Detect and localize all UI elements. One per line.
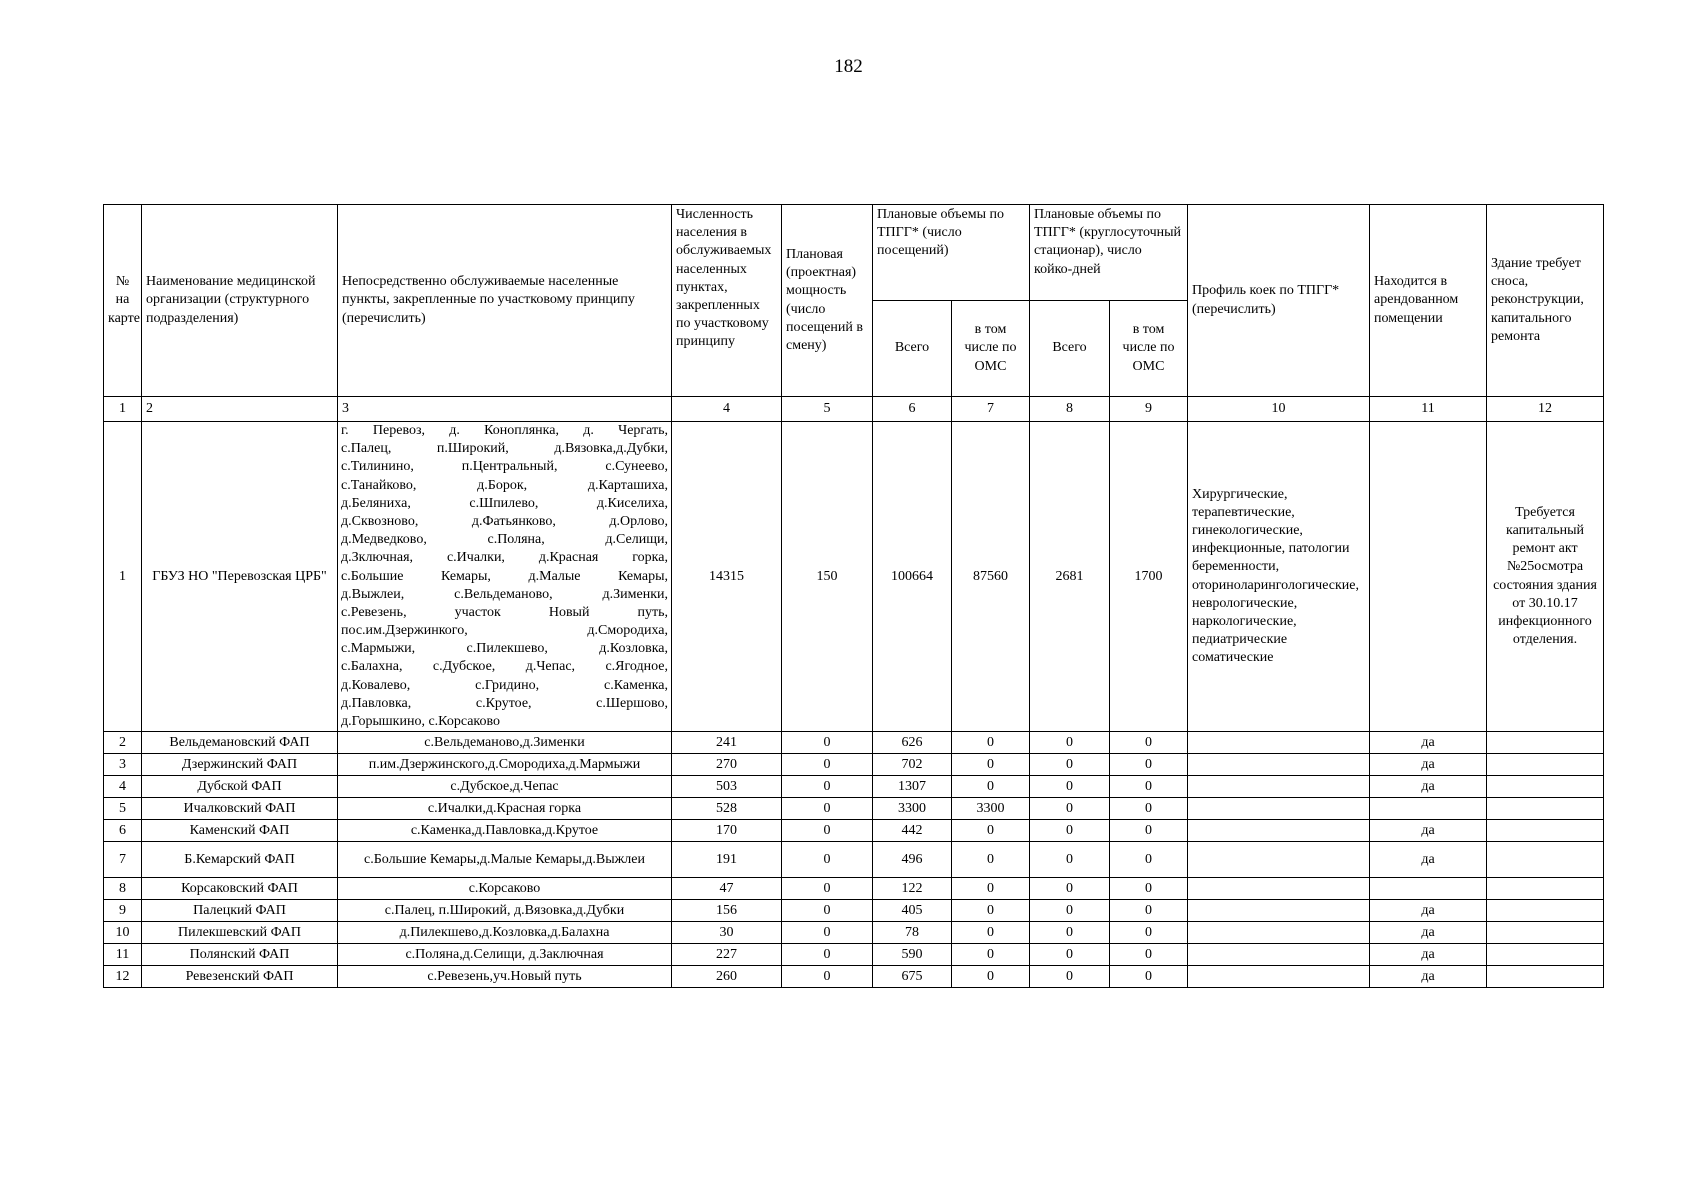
row-beds-oms: 0: [1110, 754, 1188, 776]
row-visits-oms: 87560: [952, 422, 1030, 732]
column-number: 3: [338, 397, 672, 422]
row-visits-total: 442: [873, 820, 952, 842]
row-repair: [1487, 776, 1604, 798]
row-num: 2: [104, 732, 142, 754]
row-visits-total: 590: [873, 944, 952, 966]
row-profile: [1188, 900, 1370, 922]
places-line: с.Мармыжи, с.Пилекшево, д.Козловка,: [341, 641, 668, 657]
row-capacity: 0: [782, 732, 873, 754]
row-profile: [1188, 842, 1370, 878]
row-capacity: 0: [782, 944, 873, 966]
facilities-table: [103, 204, 1604, 988]
row-places: с.Поляна,д.Селищи, д.Заключная: [338, 944, 672, 966]
row-num: 12: [104, 966, 142, 988]
row-visits-oms: 0: [952, 820, 1030, 842]
row-visits-total: 702: [873, 754, 952, 776]
row-places: с.Корсаково: [338, 878, 672, 900]
row-rented: [1370, 422, 1487, 732]
row-beds-oms: 0: [1110, 820, 1188, 842]
row-places: с.Большие Кемары,д.Малые Кемары,д.Выжлеи: [338, 842, 672, 878]
row-visits-total: 675: [873, 966, 952, 988]
row-repair: [1487, 922, 1604, 944]
row-repair: [1487, 820, 1604, 842]
header-visits-total: Всего: [873, 301, 952, 397]
row-places: с.Ичалки,д.Красная горка: [338, 798, 672, 820]
row-beds-total: 0: [1030, 922, 1110, 944]
row-beds-oms: 0: [1110, 798, 1188, 820]
row-places: с.Вельдеманово,д.Зименки: [338, 732, 672, 754]
column-number: 8: [1030, 397, 1110, 422]
row-repair: [1487, 842, 1604, 878]
column-number: 12: [1487, 397, 1604, 422]
row-repair: [1487, 754, 1604, 776]
places-line: д.Зключная, с.Ичалки, д.Красная горка,: [341, 550, 668, 566]
places-line: д.Павловка, с.Крутое, с.Шершово,: [341, 695, 668, 711]
row-num: 5: [104, 798, 142, 820]
row-places: с.Ревезень,уч.Новый путь: [338, 966, 672, 988]
row-num: 11: [104, 944, 142, 966]
row-beds-total: 0: [1030, 732, 1110, 754]
row-beds-total: 0: [1030, 900, 1110, 922]
row-profile: [1188, 878, 1370, 900]
row-places: п.им.Дзержинского,д.Смородиха,д.Мармыжи: [338, 754, 672, 776]
row-places: д.Пилекшево,д.Козловка,д.Балахна: [338, 922, 672, 944]
header-repair: Здание требует сноса, реконструкции, капитального ремонта: [1487, 205, 1604, 397]
row-profile: [1188, 966, 1370, 988]
row-visits-total: 78: [873, 922, 952, 944]
row-capacity: 0: [782, 900, 873, 922]
row-rented: да: [1370, 900, 1487, 922]
row-visits-oms: 0: [952, 944, 1030, 966]
row-profile: [1188, 798, 1370, 820]
row-beds-oms: 0: [1110, 842, 1188, 878]
row-beds-oms: 1700: [1110, 422, 1188, 732]
column-number: 11: [1370, 397, 1487, 422]
places-line: с.Большие Кемары, д.Малые Кемары,: [341, 568, 668, 584]
header-visits-oms: в том числе по ОМС: [952, 301, 1030, 397]
row-beds-oms: 0: [1110, 776, 1188, 798]
row-places: с.Каменка,д.Павловка,д.Крутое: [338, 820, 672, 842]
row-num: 8: [104, 878, 142, 900]
row-beds-oms: 0: [1110, 944, 1188, 966]
row-beds-total: 0: [1030, 820, 1110, 842]
row-capacity: 0: [782, 966, 873, 988]
table-row: [104, 820, 1604, 842]
row-visits-total: 122: [873, 878, 952, 900]
table-row: [104, 922, 1604, 944]
table-row: [104, 798, 1604, 820]
row-visits-total: 626: [873, 732, 952, 754]
row-num: 9: [104, 900, 142, 922]
row-capacity: 0: [782, 842, 873, 878]
column-number: 7: [952, 397, 1030, 422]
header-capacity: Плановая (проектная) мощность (число посещений в смену): [782, 205, 873, 397]
row-beds-total: 0: [1030, 842, 1110, 878]
table-header: [104, 205, 1604, 422]
table-row: [104, 900, 1604, 922]
row-num: 1: [104, 422, 142, 732]
row-org-name: Дубской ФАП: [142, 776, 338, 798]
row-rented: да: [1370, 732, 1487, 754]
row-num: 6: [104, 820, 142, 842]
row-rented: да: [1370, 820, 1487, 842]
places-line: пос.им.Дзержинкого, д.Смородиха,: [341, 623, 668, 639]
row-visits-total: 100664: [873, 422, 952, 732]
places-line: с.Тилинино, п.Центральный, с.Сунеево,: [341, 459, 668, 475]
header-population: Численность населения в обслуживаемых населенных пунктах, закрепленных по участковому принципу: [672, 205, 782, 397]
row-beds-total: 2681: [1030, 422, 1110, 732]
places-line: д.Ковалево, с.Гридино, с.Каменка,: [341, 677, 668, 693]
row-org-name: Корсаковский ФАП: [142, 878, 338, 900]
row-visits-total: 3300: [873, 798, 952, 820]
row-visits-total: 496: [873, 842, 952, 878]
header-org-name: Наименование медицинской организации (структурного подразделения): [142, 205, 338, 397]
column-number: 9: [1110, 397, 1188, 422]
places-line: д.Беляниха, с.Шпилево, д.Киселиха,: [341, 495, 668, 511]
row-population: 270: [672, 754, 782, 776]
row-org-name: Каменский ФАП: [142, 820, 338, 842]
row-population: 503: [672, 776, 782, 798]
row-num: 7: [104, 842, 142, 878]
row-profile: [1188, 754, 1370, 776]
row-visits-oms: 0: [952, 966, 1030, 988]
row-repair: [1487, 732, 1604, 754]
row-org-name: Пилекшевский ФАП: [142, 922, 338, 944]
row-beds-total: 0: [1030, 776, 1110, 798]
table-row: [104, 776, 1604, 798]
row-places: с.Дубское,д.Чепас: [338, 776, 672, 798]
row-population: 30: [672, 922, 782, 944]
header-places: Непосредственно обслуживаемые населенные пункты, закрепленные по участковому принципу (перечислить): [338, 205, 672, 397]
row-org-name: Ревезенский ФАП: [142, 966, 338, 988]
row-org-name: Вельдемановский ФАП: [142, 732, 338, 754]
table-row: [104, 966, 1604, 988]
places-line: д.Горышкино, с.Корсаково: [341, 714, 501, 729]
row-beds-total: 0: [1030, 878, 1110, 900]
column-number: 2: [142, 397, 338, 422]
row-rented: да: [1370, 776, 1487, 798]
row-beds-total: 0: [1030, 966, 1110, 988]
row-visits-oms: 3300: [952, 798, 1030, 820]
row-beds-total: 0: [1030, 754, 1110, 776]
row-num: 10: [104, 922, 142, 944]
row-repair: [1487, 798, 1604, 820]
row-beds-oms: 0: [1110, 966, 1188, 988]
places-line: с.Ревезень, участок Новый путь,: [341, 604, 668, 620]
row-capacity: 150: [782, 422, 873, 732]
header-rented: Находится в арендованном помещении: [1370, 205, 1487, 397]
table-row-main: [104, 422, 1604, 732]
row-rented: да: [1370, 922, 1487, 944]
row-beds-oms: 0: [1110, 900, 1188, 922]
page-number: 182: [834, 56, 863, 77]
places-line: с.Танайково, д.Борок, д.Карташиха,: [341, 477, 668, 493]
row-org-name: Палецкий ФАП: [142, 900, 338, 922]
row-org-name: Ичалковский ФАП: [142, 798, 338, 820]
row-capacity: 0: [782, 820, 873, 842]
row-profile: [1188, 820, 1370, 842]
row-num: 3: [104, 754, 142, 776]
row-capacity: 0: [782, 798, 873, 820]
row-rented: [1370, 878, 1487, 900]
row-profile: Хирургические, терапевтические, гинекологические, инфекционные, патологии беременности, оториноларингологические, неврологические, наркологические, педиатрические соматические: [1188, 422, 1370, 732]
places-line: с.Балахна, с.Дубское, д.Чепас, с.Ягодное,: [341, 659, 668, 675]
row-visits-oms: 0: [952, 776, 1030, 798]
header-num: № на карте: [104, 205, 142, 397]
places-line: д.Сквозново, д.Фатьянково, д.Орлово,: [341, 513, 668, 529]
table-row: [104, 944, 1604, 966]
row-population: 227: [672, 944, 782, 966]
column-number: 6: [873, 397, 952, 422]
row-beds-oms: 0: [1110, 878, 1188, 900]
row-visits-oms: 0: [952, 900, 1030, 922]
row-rented: да: [1370, 944, 1487, 966]
row-population: 170: [672, 820, 782, 842]
table-row: [104, 754, 1604, 776]
row-profile: [1188, 944, 1370, 966]
table-row: [104, 878, 1604, 900]
row-org-name: Дзержинский ФАП: [142, 754, 338, 776]
row-population: 528: [672, 798, 782, 820]
row-rented: да: [1370, 842, 1487, 878]
column-number-row: [104, 397, 1604, 422]
header-beds-oms: в том числе по ОМС: [1110, 301, 1188, 397]
row-beds-total: 0: [1030, 798, 1110, 820]
row-num: 4: [104, 776, 142, 798]
fap-rows: [104, 732, 1604, 988]
row-rented: да: [1370, 754, 1487, 776]
row-org-name: ГБУЗ НО "Перевозская ЦРБ": [142, 422, 338, 732]
row-visits-oms: 0: [952, 922, 1030, 944]
row-population: 241: [672, 732, 782, 754]
column-number: 4: [672, 397, 782, 422]
row-visits-total: 405: [873, 900, 952, 922]
row-profile: [1188, 776, 1370, 798]
row-rented: [1370, 798, 1487, 820]
column-number: 5: [782, 397, 873, 422]
column-number: 1: [104, 397, 142, 422]
row-places: с.Палец, п.Широкий, д.Вязовка,д.Дубки: [338, 900, 672, 922]
places-line: г. Перевоз, д. Коноплянка, д. Чергать,: [341, 423, 668, 438]
row-visits-oms: 0: [952, 842, 1030, 878]
row-repair: [1487, 878, 1604, 900]
row-visits-oms: 0: [952, 732, 1030, 754]
header-beds: Плановые объемы по ТПГГ* (круглосуточный стационар), число койко-дней: [1030, 205, 1188, 301]
row-population: 191: [672, 842, 782, 878]
row-org-name: Б.Кемарский ФАП: [142, 842, 338, 878]
row-population: 14315: [672, 422, 782, 732]
places-line: с.Палец, п.Широкий, д.Вязовка,д.Дубки,: [341, 441, 668, 457]
column-number: 10: [1188, 397, 1370, 422]
row-profile: [1188, 732, 1370, 754]
row-population: 47: [672, 878, 782, 900]
row-visits-oms: 0: [952, 878, 1030, 900]
row-repair: [1487, 944, 1604, 966]
row-visits-total: 1307: [873, 776, 952, 798]
row-beds-total: 0: [1030, 944, 1110, 966]
row-population: 156: [672, 900, 782, 922]
row-capacity: 0: [782, 776, 873, 798]
row-beds-oms: 0: [1110, 732, 1188, 754]
header-visits: Плановые объемы по ТПГГ* (число посещений): [873, 205, 1030, 301]
header-beds-total: Всего: [1030, 301, 1110, 397]
row-profile: [1188, 922, 1370, 944]
row-capacity: 0: [782, 922, 873, 944]
places-line: д.Медведково, с.Поляна, д.Селищи,: [341, 532, 668, 548]
table-row: [104, 842, 1604, 878]
row-capacity: 0: [782, 878, 873, 900]
row-population: 260: [672, 966, 782, 988]
row-repair: [1487, 966, 1604, 988]
row-rented: да: [1370, 966, 1487, 988]
header-profile: Профиль коек по ТПГГ* (перечислить): [1188, 205, 1370, 397]
row-repair: [1487, 900, 1604, 922]
table-row: [104, 732, 1604, 754]
row-capacity: 0: [782, 754, 873, 776]
row-org-name: Полянский ФАП: [142, 944, 338, 966]
row-repair: Требуется капитальный ремонт акт №25осмотра состояния здания от 30.10.17 инфекционного отделения.: [1487, 422, 1604, 732]
row-visits-oms: 0: [952, 754, 1030, 776]
row-beds-oms: 0: [1110, 922, 1188, 944]
row-places: [338, 422, 672, 732]
places-line: д.Выжлеи, с.Вельдеманово, д.Зименки,: [341, 586, 668, 602]
